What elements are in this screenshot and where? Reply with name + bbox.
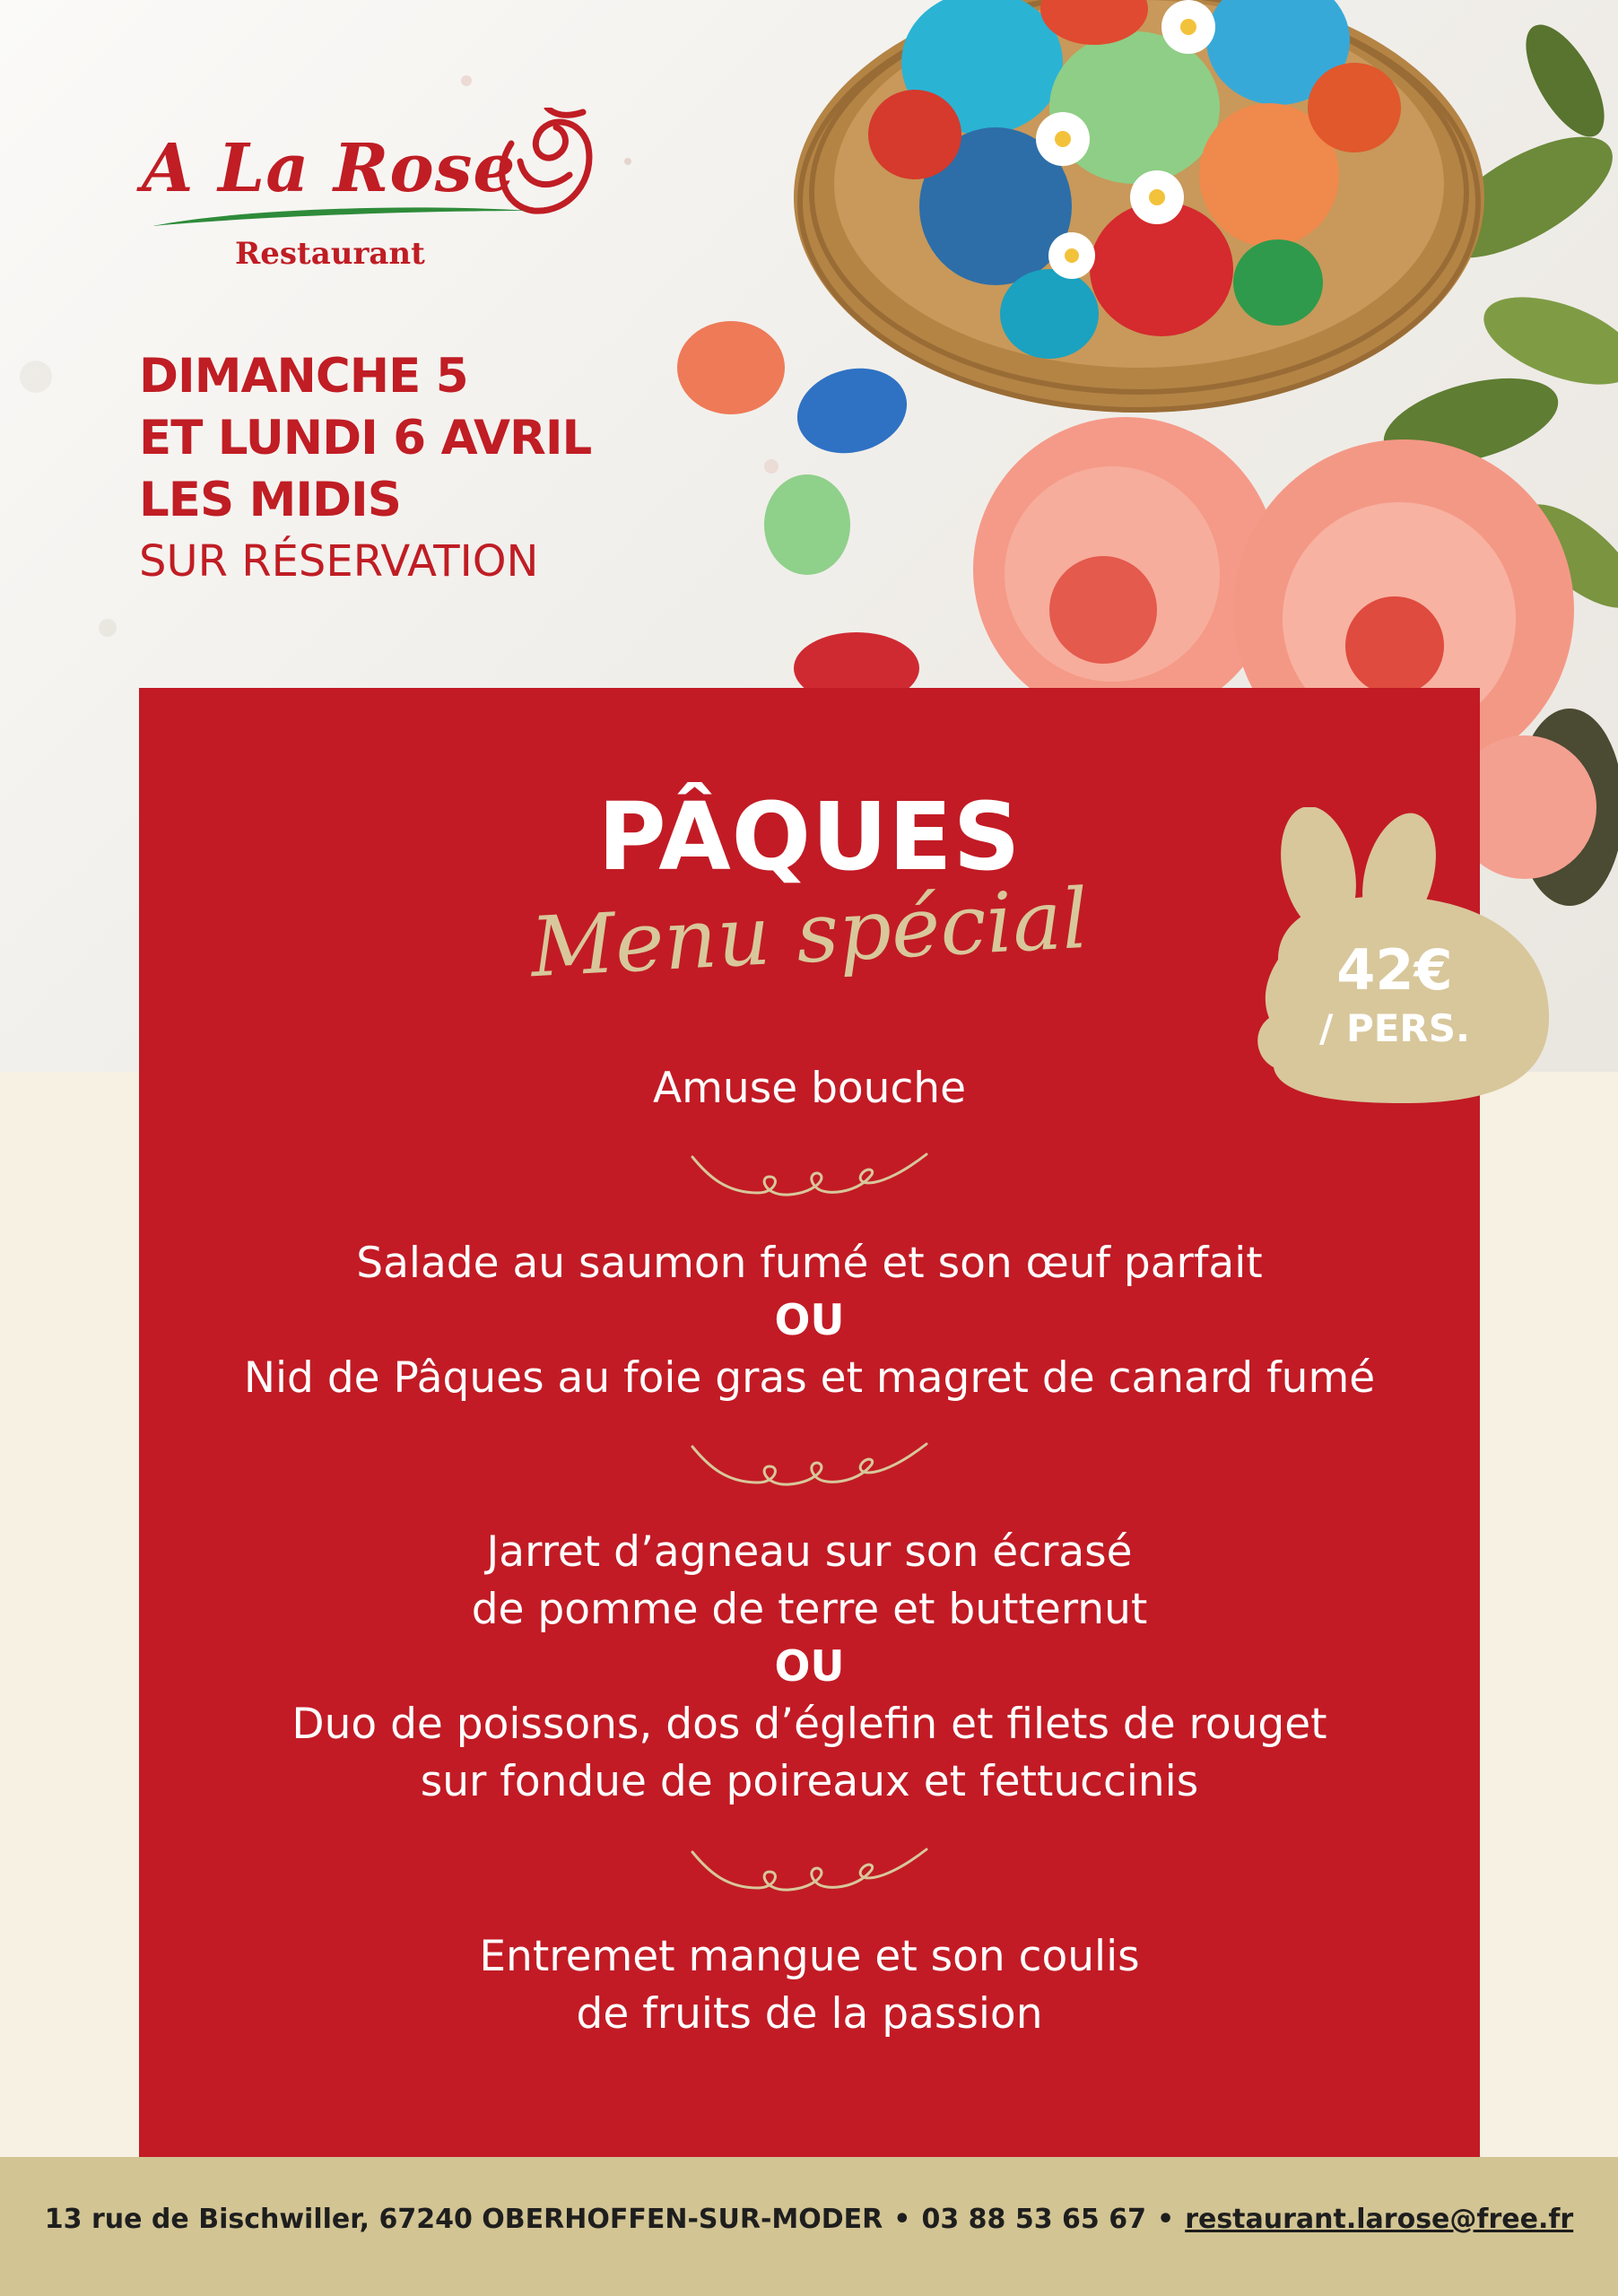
footer-contact bbox=[0, 2204, 1618, 2235]
footer-address: 13 rue de Bischwiller, 67240 OBERHOFFEN-SUR-MODER bbox=[44, 2204, 883, 2235]
dessert bbox=[139, 1928, 1480, 2043]
price-unit: / PERS. bbox=[1319, 1006, 1470, 1050]
amuse-text: Amuse bouche bbox=[653, 1064, 966, 1113]
starter-or: OU bbox=[774, 1296, 845, 1345]
dessert-line-2: de fruits de la passion bbox=[576, 1989, 1043, 2039]
restaurant-logo bbox=[135, 103, 619, 283]
menu-subtitle: Menu spécial bbox=[528, 870, 1091, 996]
dessert-line-1: Entremet mangue et son coulis bbox=[479, 1932, 1140, 1981]
price-amount: 42€ bbox=[1336, 937, 1453, 1003]
starters bbox=[139, 1235, 1480, 1407]
footer-separator: • bbox=[1157, 2204, 1175, 2235]
date-line-3: LES MIDIS bbox=[139, 473, 401, 527]
main-option-1-line-2: de pomme de terre et butternut bbox=[471, 1585, 1148, 1634]
date-line-2: ET LUNDI 6 AVRIL bbox=[139, 411, 592, 465]
footer-bar bbox=[0, 2157, 1618, 2296]
reservation-note: SUR RÉSERVATION bbox=[139, 536, 539, 587]
footer-phone[interactable]: 03 88 53 65 67 bbox=[921, 2204, 1146, 2235]
event-dates bbox=[139, 345, 591, 590]
starter-option-2: Nid de Pâques au foie gras et magret de canard fumé bbox=[243, 1353, 1376, 1403]
main-option-2-line-2: sur fondue de poireaux et fettuccinis bbox=[420, 1757, 1199, 1806]
main-option-2-line-1: Duo de poissons, dos d’églefin et filets de rouget bbox=[291, 1700, 1327, 1749]
mains bbox=[139, 1524, 1480, 1811]
swirl-divider-icon bbox=[691, 1845, 928, 1899]
starter-option-1: Salade au saumon fumé et son œuf parfait bbox=[356, 1239, 1263, 1288]
logo-swoosh bbox=[152, 204, 529, 230]
logo-name: A La Rose bbox=[142, 130, 517, 207]
date-line-1: DIMANCHE 5 bbox=[139, 349, 468, 404]
footer-email-link[interactable]: restaurant.larose@free.fr bbox=[1185, 2204, 1574, 2235]
main-or: OU bbox=[774, 1642, 845, 1692]
price-badge bbox=[1251, 807, 1561, 1117]
main-option-1-line-1: Jarret d’agneau sur son écrasé bbox=[486, 1527, 1133, 1577]
logo-subtitle: Restaurant bbox=[235, 236, 425, 272]
menu-title: PÂQUES bbox=[597, 782, 1022, 891]
swirl-divider-icon bbox=[691, 1150, 928, 1204]
footer-separator: • bbox=[893, 2204, 911, 2235]
swirl-divider-icon bbox=[691, 1439, 928, 1493]
